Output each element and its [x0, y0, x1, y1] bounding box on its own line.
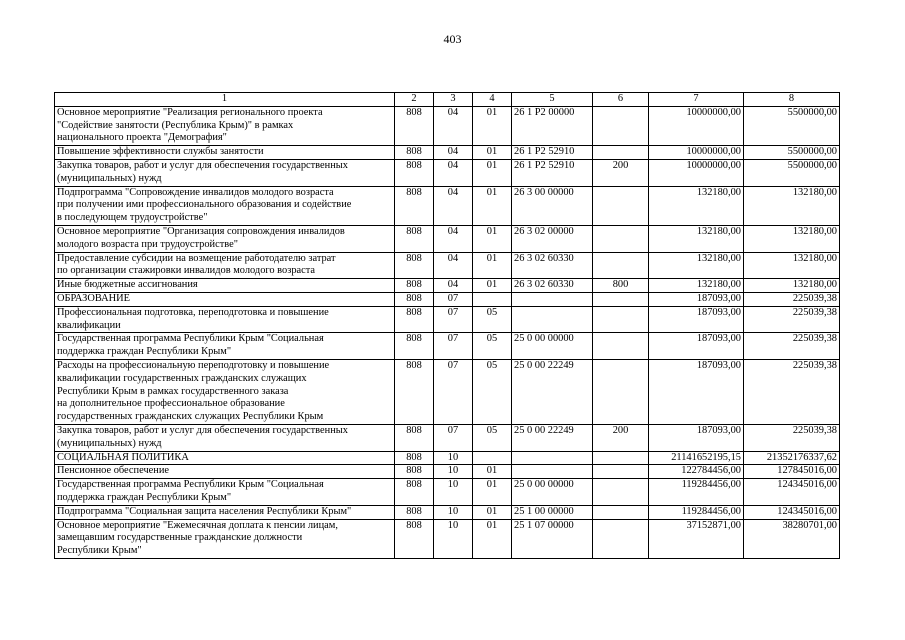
amount-year-1: 37152871,00 [649, 519, 744, 558]
amount-year-2: 225039,38 [744, 424, 840, 451]
expense-type-code [593, 519, 649, 558]
section-code: 10 [434, 451, 473, 465]
row-description: Закупка товаров, работ и услуг для обеспечения государственных (муниципальных) нужд [55, 159, 395, 186]
amount-year-1: 187093,00 [649, 306, 744, 333]
table-row [55, 292, 840, 306]
expense-type-code [593, 106, 649, 145]
page-number: 403 [443, 32, 462, 46]
column-header: 5 [512, 93, 593, 107]
expense-type-code: 200 [593, 159, 649, 186]
expense-type-code [593, 359, 649, 424]
amount-year-2: 5500000,00 [744, 146, 840, 160]
section-code: 10 [434, 479, 473, 506]
ministry-code: 808 [395, 479, 434, 506]
amount-year-2: 124345016,00 [744, 505, 840, 519]
section-code: 04 [434, 186, 473, 225]
ministry-code: 808 [395, 146, 434, 160]
table-row [55, 451, 840, 465]
amount-year-2: 5500000,00 [744, 106, 840, 145]
table-row [55, 146, 840, 160]
amount-year-1: 21141652195,15 [649, 451, 744, 465]
row-description: СОЦИАЛЬНАЯ ПОЛИТИКА [55, 451, 395, 465]
subsection-code: 01 [473, 186, 512, 225]
expense-type-code [593, 186, 649, 225]
amount-year-2: 124345016,00 [744, 479, 840, 506]
section-code: 04 [434, 159, 473, 186]
column-header: 8 [744, 93, 840, 107]
ministry-code: 808 [395, 292, 434, 306]
row-description: Повышение эффективности службы занятости [55, 146, 395, 160]
target-article-code: 25 0 00 00000 [512, 479, 593, 506]
expense-type-code: 800 [593, 279, 649, 293]
column-header: 4 [473, 93, 512, 107]
column-number-row [55, 93, 840, 107]
ministry-code: 808 [395, 465, 434, 479]
amount-year-2: 225039,38 [744, 306, 840, 333]
table-row [55, 159, 840, 186]
subsection-code: 01 [473, 465, 512, 479]
expense-type-code [593, 225, 649, 252]
table-row [55, 279, 840, 293]
amount-year-2: 127845016,00 [744, 465, 840, 479]
row-description: Закупка товаров, работ и услуг для обеспечения государственных (муниципальных) нужд [55, 424, 395, 451]
row-description: Подпрограмма "Сопровождение инвалидов молодого возраста при получении ими профессионального образования и содействие в последующем трудоустройстве" [55, 186, 395, 225]
amount-year-2: 132180,00 [744, 225, 840, 252]
table-row [55, 306, 840, 333]
section-code: 04 [434, 146, 473, 160]
expense-type-code [593, 465, 649, 479]
ministry-code: 808 [395, 519, 434, 558]
amount-year-1: 132180,00 [649, 252, 744, 279]
expense-type-code [593, 333, 649, 360]
budget-table [54, 92, 840, 559]
table-row [55, 333, 840, 360]
target-article-code [512, 292, 593, 306]
section-code: 04 [434, 225, 473, 252]
amount-year-2: 5500000,00 [744, 159, 840, 186]
ministry-code: 808 [395, 106, 434, 145]
row-description: Предоставление субсидии на возмещение работодателю затрат по организации стажировки инвалидов молодого возраста [55, 252, 395, 279]
amount-year-2: 21352176337,62 [744, 451, 840, 465]
ministry-code: 808 [395, 505, 434, 519]
subsection-code [473, 292, 512, 306]
amount-year-1: 132180,00 [649, 225, 744, 252]
amount-year-1: 132180,00 [649, 279, 744, 293]
amount-year-1: 10000000,00 [649, 159, 744, 186]
section-code: 04 [434, 279, 473, 293]
amount-year-1: 187093,00 [649, 292, 744, 306]
section-code: 10 [434, 465, 473, 479]
ministry-code: 808 [395, 359, 434, 424]
table-row [55, 465, 840, 479]
amount-year-2: 225039,38 [744, 333, 840, 360]
amount-year-1: 132180,00 [649, 186, 744, 225]
column-header: 7 [649, 93, 744, 107]
section-code: 07 [434, 306, 473, 333]
target-article-code: 26 3 02 60330 [512, 252, 593, 279]
subsection-code: 01 [473, 225, 512, 252]
row-description: Профессиональная подготовка, переподготовка и повышение квалификации [55, 306, 395, 333]
subsection-code: 01 [473, 252, 512, 279]
ministry-code: 808 [395, 225, 434, 252]
target-article-code: 25 0 00 00000 [512, 333, 593, 360]
table-row [55, 359, 840, 424]
amount-year-1: 10000000,00 [649, 146, 744, 160]
ministry-code: 808 [395, 279, 434, 293]
row-description: Подпрограмма "Социальная защита населения Республики Крым" [55, 505, 395, 519]
expense-type-code [593, 505, 649, 519]
row-description: Пенсионное обеспечение [55, 465, 395, 479]
table-row [55, 519, 840, 558]
target-article-code: 26 3 02 00000 [512, 225, 593, 252]
expense-type-code [593, 479, 649, 506]
row-description: ОБРАЗОВАНИЕ [55, 292, 395, 306]
amount-year-1: 122784456,00 [649, 465, 744, 479]
section-code: 04 [434, 252, 473, 279]
table-row [55, 505, 840, 519]
amount-year-1: 187093,00 [649, 333, 744, 360]
ministry-code: 808 [395, 424, 434, 451]
target-article-code: 25 1 07 00000 [512, 519, 593, 558]
ministry-code: 808 [395, 451, 434, 465]
subsection-code: 01 [473, 479, 512, 506]
row-description: Основное мероприятие "Реализация регионального проекта "Содействие занятости (Республика Крым)" в рамках национального проекта "Демография" [55, 106, 395, 145]
subsection-code: 01 [473, 146, 512, 160]
expense-type-code [593, 146, 649, 160]
section-code: 07 [434, 424, 473, 451]
table-row [55, 252, 840, 279]
target-article-code: 26 1 P2 52910 [512, 146, 593, 160]
subsection-code: 05 [473, 333, 512, 360]
target-article-code: 26 3 00 00000 [512, 186, 593, 225]
subsection-code: 01 [473, 106, 512, 145]
target-article-code: 26 1 P2 00000 [512, 106, 593, 145]
subsection-code: 01 [473, 519, 512, 558]
amount-year-2: 132180,00 [744, 186, 840, 225]
amount-year-2: 132180,00 [744, 252, 840, 279]
section-code: 04 [434, 106, 473, 145]
target-article-code: 26 3 02 60330 [512, 279, 593, 293]
subsection-code: 05 [473, 306, 512, 333]
table-row [55, 186, 840, 225]
section-code: 07 [434, 333, 473, 360]
amount-year-1: 119284456,00 [649, 505, 744, 519]
table-row [55, 106, 840, 145]
ministry-code: 808 [395, 252, 434, 279]
expense-type-code [593, 451, 649, 465]
target-article-code [512, 465, 593, 479]
target-article-code [512, 306, 593, 333]
subsection-code [473, 451, 512, 465]
amount-year-1: 187093,00 [649, 424, 744, 451]
table-row [55, 225, 840, 252]
section-code: 10 [434, 519, 473, 558]
ministry-code: 808 [395, 159, 434, 186]
table-row [55, 424, 840, 451]
row-description: Государственная программа Республики Крым "Социальная поддержка граждан Республики Крым" [55, 333, 395, 360]
subsection-code: 05 [473, 424, 512, 451]
section-code: 10 [434, 505, 473, 519]
table-body [55, 106, 840, 558]
row-description: Основное мероприятие "Организация сопровождения инвалидов молодого возраста при трудоустройстве" [55, 225, 395, 252]
ministry-code: 808 [395, 306, 434, 333]
amount-year-1: 187093,00 [649, 359, 744, 424]
expense-type-code [593, 252, 649, 279]
expense-type-code: 200 [593, 424, 649, 451]
amount-year-2: 225039,38 [744, 292, 840, 306]
row-description: Основное мероприятие "Ежемесячная доплата к пенсии лицам, замещавшим государственные гражданские должности Республики Крым" [55, 519, 395, 558]
target-article-code: 25 1 00 00000 [512, 505, 593, 519]
table-row [55, 479, 840, 506]
target-article-code: 25 0 00 22249 [512, 424, 593, 451]
amount-year-2: 38280701,00 [744, 519, 840, 558]
amount-year-2: 132180,00 [744, 279, 840, 293]
target-article-code [512, 451, 593, 465]
row-description: Расходы на профессиональную переподготовку и повышение квалификации государственных гражданских служащих Республики Крым в рамках государственного заказа на дополнительное профессиональное образование государственных гражданских служащих Республики Крым [55, 359, 395, 424]
row-description: Иные бюджетные ассигнования [55, 279, 395, 293]
row-description: Государственная программа Республики Крым "Социальная поддержка граждан Республики Крым" [55, 479, 395, 506]
section-code: 07 [434, 292, 473, 306]
section-code: 07 [434, 359, 473, 424]
target-article-code: 25 0 00 22249 [512, 359, 593, 424]
column-header: 2 [395, 93, 434, 107]
subsection-code: 01 [473, 505, 512, 519]
column-header: 3 [434, 93, 473, 107]
expense-type-code [593, 292, 649, 306]
amount-year-2: 225039,38 [744, 359, 840, 424]
subsection-code: 05 [473, 359, 512, 424]
target-article-code: 26 1 P2 52910 [512, 159, 593, 186]
amount-year-1: 10000000,00 [649, 106, 744, 145]
subsection-code: 01 [473, 159, 512, 186]
subsection-code: 01 [473, 279, 512, 293]
amount-year-1: 119284456,00 [649, 479, 744, 506]
ministry-code: 808 [395, 186, 434, 225]
column-header: 1 [55, 93, 395, 107]
column-header: 6 [593, 93, 649, 107]
expense-type-code [593, 306, 649, 333]
ministry-code: 808 [395, 333, 434, 360]
